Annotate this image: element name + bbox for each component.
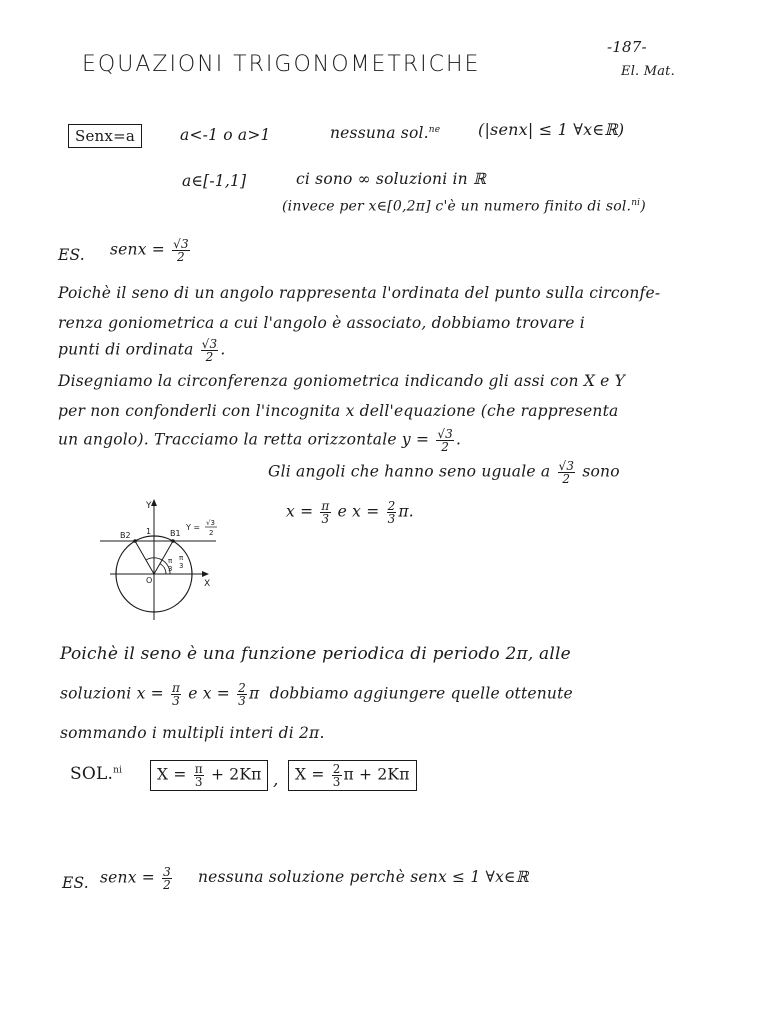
periodic-line-1: Poichè il seno è una funzione periodica di periodo 2π, alle <box>60 644 571 664</box>
example2-equation: senx = $\frac{3}{2}$ <box>100 865 171 892</box>
example2-text: nessuna soluzione perchè senx ≤ 1 ∀x∈ℝ <box>198 868 529 886</box>
origin-label: O <box>146 576 153 585</box>
infinite-solutions-text: ci sono ∞ soluzioni in ℝ <box>296 170 487 188</box>
b1-label: B1 <box>170 529 181 538</box>
radius-b2 <box>135 541 154 574</box>
no-solution-text: nessuna sol.$^{ne}$ <box>330 124 441 142</box>
no-solution-condition: a<-1 o a>1 <box>180 126 271 144</box>
sine-bound-note: (|senx| ≤ 1 ∀x∈ℝ) <box>478 120 625 139</box>
infinite-condition: a∈[-1,1] <box>182 172 247 190</box>
angle-label-2-den: 3 <box>179 562 184 570</box>
example1-equation: senx = $\frac{√3}{2}$ <box>110 237 189 264</box>
periodic-line-2: soluzioni x = $\frac{\pi}{3}$ e x = $\frac{2}{3}$ π dobbiamo aggiungere quelle ottenute <box>60 681 573 708</box>
page-number: -187- <box>607 38 647 56</box>
unit-circle-diagram <box>96 494 246 624</box>
x-axis-label: X <box>204 579 211 589</box>
paragraph-line-1: Poichè il seno di un angolo rappresenta l'ordinata del punto sulla circonfe- <box>58 284 661 302</box>
paragraph-line-6: un angolo). Tracciamo la retta orizzontale y = $\frac{√3}{2}$ . <box>58 427 462 454</box>
angles-solutions: x = $\frac{\pi}{3}$ e x = $\frac{2}{3}$ π. <box>286 499 414 526</box>
one-label: 1 <box>146 527 152 536</box>
y-axis-arrow <box>151 499 157 506</box>
x-axis-arrow <box>202 571 209 577</box>
paragraph-line-5: per non confonderli con l'incognita x dell'equazione (che rappresenta <box>58 402 619 420</box>
example1-fraction: $\frac{√3}{2}$ <box>173 237 189 264</box>
angle-label-1: π <box>168 557 173 565</box>
paragraph-line-3: punti di ordinata $\frac{√3}{2}$ . <box>58 337 226 364</box>
angle-arc-1 <box>160 564 166 574</box>
periodic-line-3: sommando i multipli interi di 2π. <box>60 724 325 742</box>
solution-box-2: X = $\frac{2}{3}$ π + 2Kπ <box>288 760 417 791</box>
point-b1 <box>171 539 175 543</box>
case-box: Senx=a <box>68 124 142 148</box>
page-title: EQUAZIONI TRIGONOMETRICHE <box>82 52 481 77</box>
subject-abbreviation: El. Mat. <box>621 64 675 79</box>
angles-line-1: Gli angoli che hanno seno uguale a $\frac{√3}{2}$ sono <box>268 459 620 486</box>
point-b2 <box>133 539 137 543</box>
angle-label-2: π <box>179 554 184 562</box>
example1-label: ES. <box>58 246 85 264</box>
y-axis-label: Y <box>146 501 152 511</box>
angle-label-1-den: 3 <box>168 565 173 573</box>
example2-label: ES. <box>62 874 89 892</box>
solutions-separator: , <box>273 770 279 790</box>
b2-label: B2 <box>120 531 131 540</box>
paragraph-line-2: renza goniometrica a cui l'angolo è associato, dobbiamo trovare i <box>58 314 585 332</box>
line-label: Y = <box>186 523 201 532</box>
paragraph-line-4: Disegniamo la circonferenza goniometrica indicando gli assi con X e Y <box>58 372 626 390</box>
line-label-num: √3 <box>206 519 215 527</box>
solution-box-1: X = $\frac{\pi}{3}$ + 2Kπ <box>150 760 268 791</box>
solutions-label: SOL.$^{ni}$ <box>70 764 123 784</box>
line-label-den: 2 <box>209 529 214 537</box>
finite-solutions-note: (invece per x∈[0,2π] c'è un numero finito di sol.$^{ni}$) <box>282 198 646 215</box>
